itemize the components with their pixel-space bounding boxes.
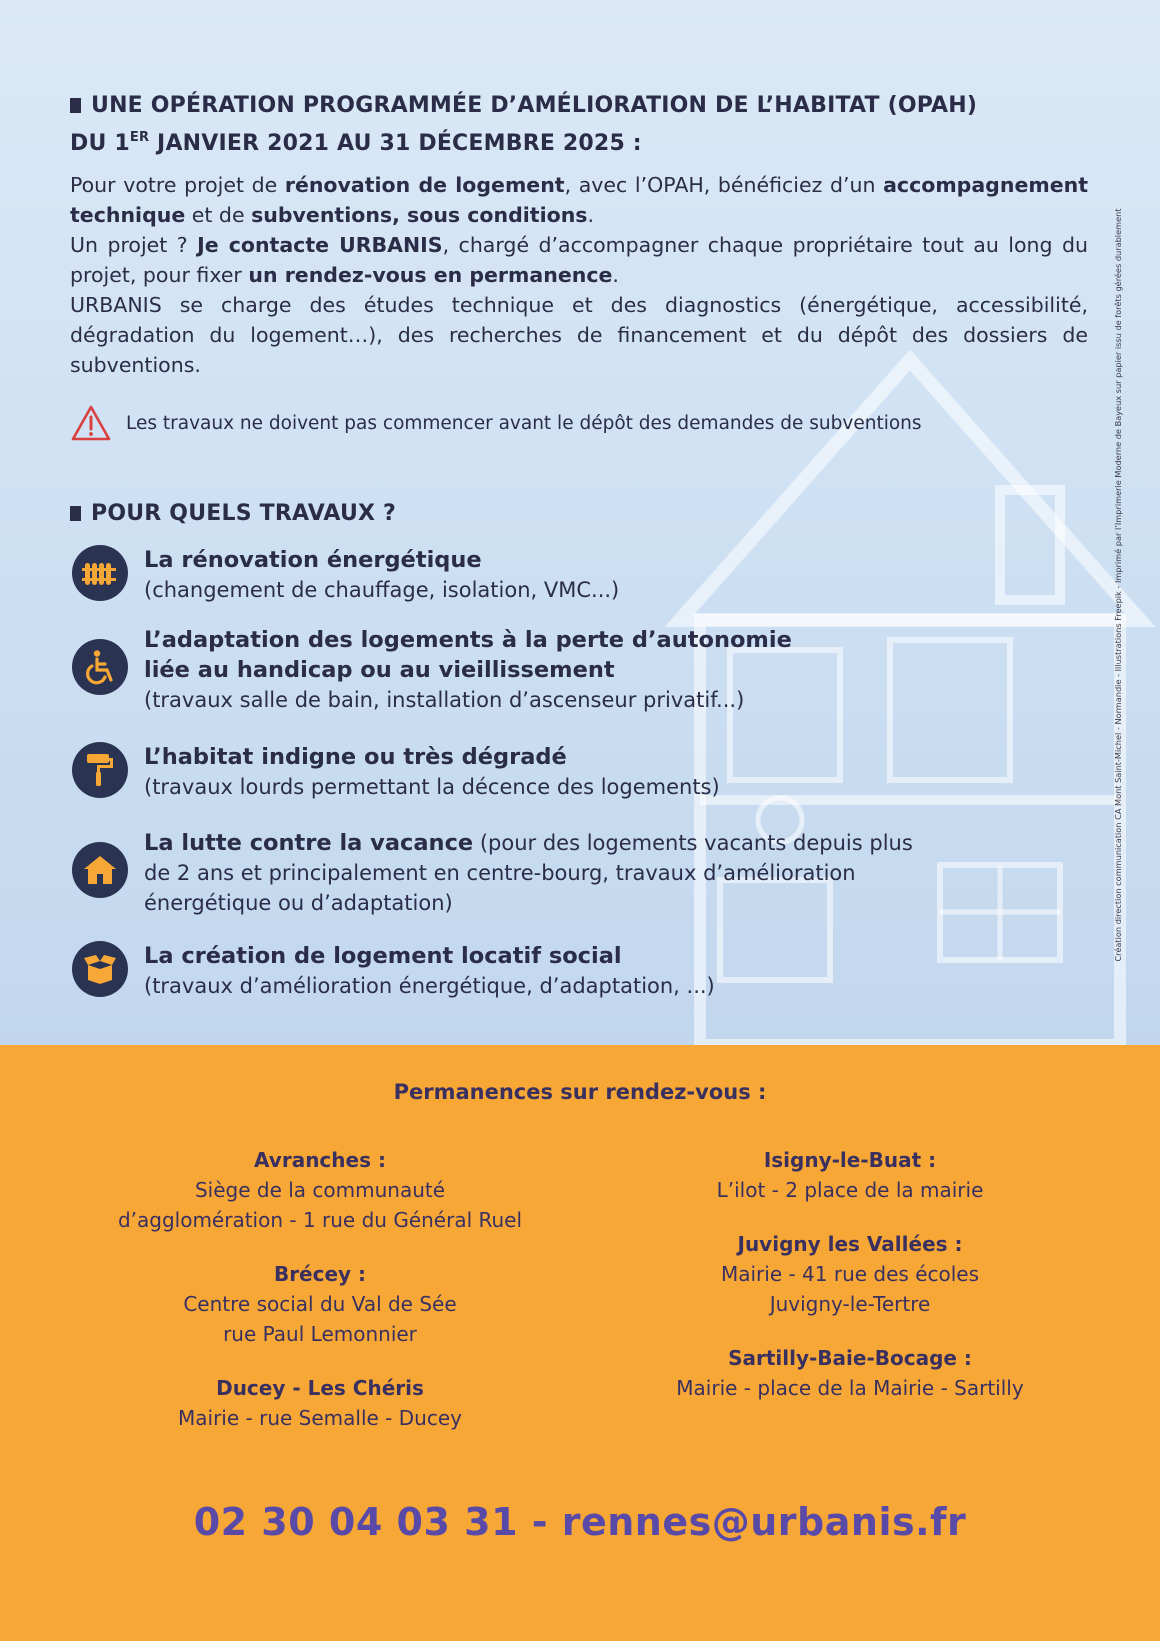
location-sartilly xyxy=(590,1343,1110,1403)
warning-icon xyxy=(70,404,112,442)
contact-phone-email[interactable]: 02 30 04 03 31 - rennes@urbanis.fr xyxy=(193,1500,967,1544)
location-name: Ducey - Les Chéris xyxy=(216,1376,424,1400)
warning-notice xyxy=(70,403,922,443)
box-icon xyxy=(72,941,128,997)
work-description: (pour des logements vacants depuis plus de 2 ans et principalement en centre-bourg, travaux d’amélioration énergétique ou d’adaptation) xyxy=(144,831,913,915)
permanences-left-column xyxy=(60,1145,580,1457)
work-title: La rénovation énergétique xyxy=(144,547,482,573)
house-icon xyxy=(72,842,128,898)
work-item-adaptation xyxy=(72,625,952,715)
radiator-icon xyxy=(72,545,128,601)
location-juvigny xyxy=(590,1229,1110,1319)
intro-paragraph-2: Un projet ? Je contacte URBANIS, chargé d’accompagner chaque propriétaire tout au long du projet, pour fixer un rendez-vous en permanence. xyxy=(70,233,1088,287)
work-item-logement-social xyxy=(72,941,952,1001)
location-name: Brécey : xyxy=(273,1262,367,1286)
location-isigny xyxy=(590,1145,1110,1205)
location-line: Siège de la communauté xyxy=(194,1178,446,1202)
location-line: d’agglomération - 1 rue du Général Ruel xyxy=(117,1208,523,1232)
permanences-right-column xyxy=(590,1145,1110,1427)
bullet-square-icon xyxy=(70,98,81,113)
work-title: L’habitat indigne ou très dégradé xyxy=(144,744,567,770)
location-line: rue Paul Lemonnier xyxy=(223,1322,417,1346)
work-title: La création de logement locatif social xyxy=(144,943,622,969)
opah-title: UNE OPÉRATION PROGRAMMÉE D’AMÉLIORATION DE L’HABITAT (OPAH) DU 1ER JANVIER 2021 AU 31 DÉCEMBRE 2025 : xyxy=(70,93,978,156)
intro-paragraph-3: URBANIS se charge des études technique et des diagnostics (énergétique, accessibilité, dégradation du logement…), des recherches de financement et du dépôt des dossiers de subventions. xyxy=(70,293,1088,377)
warning-text: Les travaux ne doivent pas commencer avant le dépôt des demandes de subventions xyxy=(126,412,922,434)
location-line: Mairie - place de la Mairie - Sartilly xyxy=(676,1376,1024,1400)
opah-description xyxy=(70,170,1088,380)
location-avranches xyxy=(60,1145,580,1235)
work-description: (travaux salle de bain, installation d’ascenseur privatif...) xyxy=(144,688,745,712)
location-line: Juvigny-le-Tertre xyxy=(769,1292,931,1316)
wheelchair-icon xyxy=(72,639,128,695)
work-description: (travaux d’amélioration énergétique, d’adaptation, ...) xyxy=(144,974,715,998)
travaux-title: POUR QUELS TRAVAUX ? xyxy=(70,498,396,530)
location-name: Sartilly-Baie-Bocage : xyxy=(728,1346,972,1370)
work-title: L’adaptation des logements à la perte d’autonomie liée au handicap ou au vieillissement xyxy=(144,627,792,683)
work-item-renovation xyxy=(72,545,952,605)
location-name: Avranches : xyxy=(254,1148,386,1172)
location-brecey xyxy=(60,1259,580,1349)
work-item-vacance xyxy=(72,828,952,918)
paint-roller-icon xyxy=(72,742,128,798)
location-line: Mairie - 41 rue des écoles xyxy=(720,1262,980,1286)
location-ducey xyxy=(60,1373,580,1433)
permanences-title: Permanences sur rendez-vous : xyxy=(393,1080,767,1104)
location-line: Mairie - rue Semalle - Ducey xyxy=(178,1406,462,1430)
print-credit: Création direction communication CA Mont Saint-Michel - Normandie - Illustrations Freepik - Imprimé par l’Imprimerie Moderne de Bayeux sur papier issu de forêts gérées durablement xyxy=(1113,208,1123,962)
location-name: Juvigny les Vallées : xyxy=(737,1232,963,1256)
location-line: Centre social du Val de Sée xyxy=(183,1292,457,1316)
bullet-square-icon xyxy=(70,506,81,521)
work-description: (changement de chauffage, isolation, VMC...) xyxy=(144,578,620,602)
intro-paragraph-1: Pour votre projet de rénovation de logement, avec l’OPAH, bénéficiez d’un accompagnement technique et de subventions, sous conditions. xyxy=(70,173,1089,227)
work-title: La lutte contre la vacance xyxy=(144,830,474,856)
location-line: L’ilot - 2 place de la mairie xyxy=(716,1178,984,1202)
location-name: Isigny-le-Buat : xyxy=(763,1148,937,1172)
work-description: (travaux lourds permettant la décence des logements) xyxy=(144,775,720,799)
work-item-habitat-indigne xyxy=(72,742,952,802)
work-text-vacance xyxy=(144,828,944,918)
